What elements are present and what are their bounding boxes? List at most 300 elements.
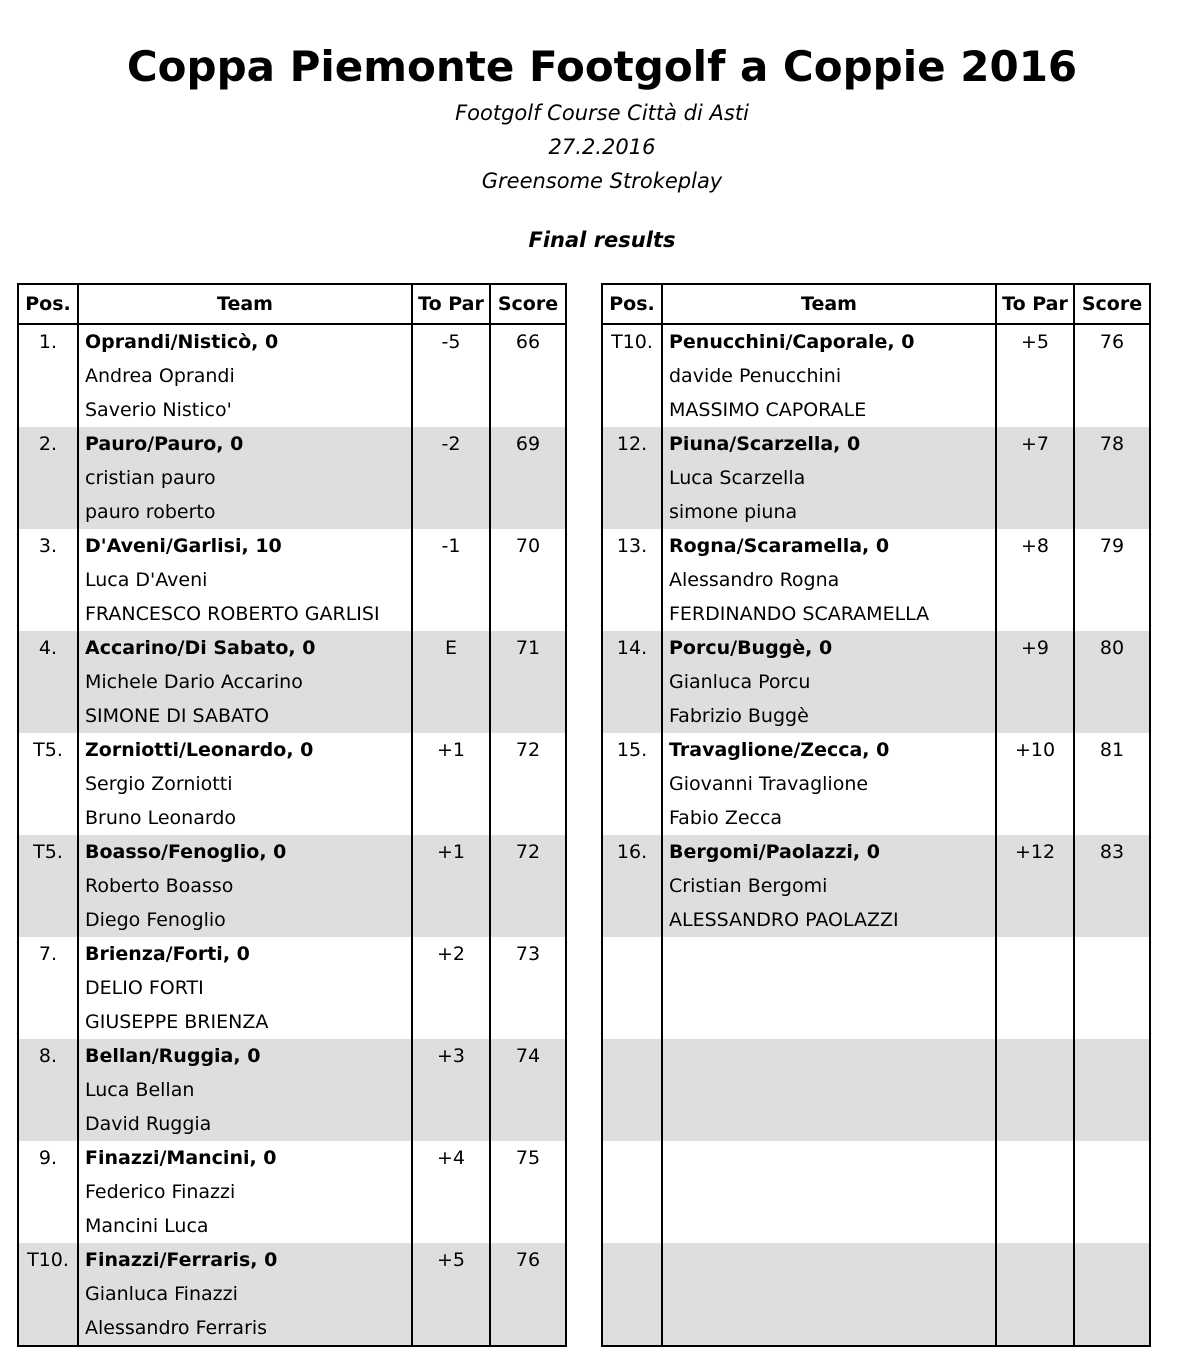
empty-cell: [1074, 869, 1150, 903]
player-row: [602, 1277, 1150, 1311]
to-par-cell: +9: [996, 631, 1074, 665]
player-name: simone piuna: [662, 495, 996, 529]
player-row: [18, 903, 566, 937]
results-table-right: [601, 283, 1151, 1347]
player-row: [602, 1209, 1150, 1243]
to-par-cell: +1: [412, 835, 490, 869]
player-row: [602, 597, 1150, 631]
to-par-cell: +4: [412, 1141, 490, 1175]
empty-cell: [490, 1073, 566, 1107]
score-cell: 83: [1074, 835, 1150, 869]
player-name: cristian pauro: [78, 461, 412, 495]
team-row: [602, 835, 1150, 869]
empty-cell: [18, 1209, 78, 1243]
player-row: [602, 903, 1150, 937]
player-name: [662, 1209, 996, 1243]
player-name: Michele Dario Accarino: [78, 665, 412, 699]
player-name: Roberto Boasso: [78, 869, 412, 903]
player-row: [602, 1005, 1150, 1039]
to-par-cell: +2: [412, 937, 490, 971]
empty-cell: [18, 1073, 78, 1107]
team-name: Finazzi/Mancini, 0: [78, 1141, 412, 1175]
empty-cell: [18, 563, 78, 597]
score-cell: 72: [490, 835, 566, 869]
empty-cell: [602, 495, 662, 529]
to-par-cell: -5: [412, 324, 490, 359]
position-cell: 1.: [18, 324, 78, 359]
player-row: [602, 461, 1150, 495]
position-cell: 13.: [602, 529, 662, 563]
team-name: [662, 1039, 996, 1073]
empty-cell: [490, 699, 566, 733]
player-row: [602, 767, 1150, 801]
empty-cell: [18, 801, 78, 835]
empty-cell: [18, 359, 78, 393]
empty-cell: [996, 971, 1074, 1005]
empty-cell: [996, 699, 1074, 733]
empty-cell: [490, 801, 566, 835]
team-row: [602, 529, 1150, 563]
empty-cell: [996, 801, 1074, 835]
empty-cell: [18, 1107, 78, 1141]
empty-cell: [490, 495, 566, 529]
col-header-pos: Pos.: [18, 284, 78, 324]
empty-cell: [996, 393, 1074, 427]
player-row: [602, 495, 1150, 529]
score-cell: 66: [490, 324, 566, 359]
to-par-cell: +12: [996, 835, 1074, 869]
team-row: [602, 631, 1150, 665]
to-par-cell: +1: [412, 733, 490, 767]
team-row: [18, 1039, 566, 1073]
to-par-cell: [996, 1243, 1074, 1277]
empty-cell: [996, 1209, 1074, 1243]
empty-cell: [1074, 1209, 1150, 1243]
empty-cell: [1074, 699, 1150, 733]
empty-cell: [18, 665, 78, 699]
empty-cell: [1074, 1107, 1150, 1141]
score-cell: [1074, 1039, 1150, 1073]
empty-cell: [412, 1175, 490, 1209]
empty-cell: [602, 1209, 662, 1243]
empty-cell: [996, 563, 1074, 597]
team-row: [18, 733, 566, 767]
empty-cell: [490, 971, 566, 1005]
player-row: [18, 665, 566, 699]
empty-cell: [602, 665, 662, 699]
score-cell: 75: [490, 1141, 566, 1175]
empty-cell: [1074, 563, 1150, 597]
score-cell: 74: [490, 1039, 566, 1073]
empty-cell: [490, 1311, 566, 1346]
player-name: Giovanni Travaglione: [662, 767, 996, 801]
empty-cell: [1074, 393, 1150, 427]
page-title: Coppa Piemonte Footgolf a Coppie 2016: [126, 42, 1078, 91]
team-name: Oprandi/Nisticò, 0: [78, 324, 412, 359]
position-cell: 7.: [18, 937, 78, 971]
empty-cell: [996, 495, 1074, 529]
score-cell: [1074, 937, 1150, 971]
empty-cell: [412, 359, 490, 393]
player-name: Fabrizio Buggè: [662, 699, 996, 733]
empty-cell: [602, 393, 662, 427]
player-name: FRANCESCO ROBERTO GARLISI: [78, 597, 412, 631]
empty-cell: [1074, 1073, 1150, 1107]
player-row: [18, 1175, 566, 1209]
team-row: [602, 1141, 1150, 1175]
empty-cell: [412, 699, 490, 733]
empty-cell: [996, 1175, 1074, 1209]
player-name: GIUSEPPE BRIENZA: [78, 1005, 412, 1039]
team-row: [18, 529, 566, 563]
player-row: [18, 359, 566, 393]
empty-cell: [996, 665, 1074, 699]
player-name: [662, 1073, 996, 1107]
header-row: [18, 284, 566, 324]
team-row: [18, 1141, 566, 1175]
empty-cell: [490, 563, 566, 597]
empty-cell: [18, 393, 78, 427]
empty-cell: [18, 1311, 78, 1346]
player-name: Fabio Zecca: [662, 801, 996, 835]
col-header-score: Score: [490, 284, 566, 324]
empty-cell: [602, 1311, 662, 1346]
team-row: [18, 631, 566, 665]
player-name: FERDINANDO SCARAMELLA: [662, 597, 996, 631]
team-name: [662, 937, 996, 971]
player-row: [18, 1209, 566, 1243]
position-cell: 14.: [602, 631, 662, 665]
team-row: [18, 937, 566, 971]
player-row: [602, 801, 1150, 835]
team-row: [602, 937, 1150, 971]
team-name: Bellan/Ruggia, 0: [78, 1039, 412, 1073]
score-cell: 76: [490, 1243, 566, 1277]
player-row: [602, 359, 1150, 393]
player-name: [662, 1005, 996, 1039]
col-header-score: Score: [1074, 284, 1150, 324]
score-cell: 81: [1074, 733, 1150, 767]
empty-cell: [996, 461, 1074, 495]
position-cell: 4.: [18, 631, 78, 665]
team-name: Pauro/Pauro, 0: [78, 427, 412, 461]
team-name: Porcu/Buggè, 0: [662, 631, 996, 665]
player-row: [18, 699, 566, 733]
empty-cell: [602, 359, 662, 393]
team-name: Accarino/Di Sabato, 0: [78, 631, 412, 665]
team-name: Finazzi/Ferraris, 0: [78, 1243, 412, 1277]
team-row: [602, 324, 1150, 359]
score-cell: 78: [1074, 427, 1150, 461]
empty-cell: [18, 1005, 78, 1039]
player-name: [662, 1107, 996, 1141]
empty-cell: [602, 1005, 662, 1039]
empty-cell: [602, 903, 662, 937]
player-row: [18, 869, 566, 903]
empty-cell: [412, 495, 490, 529]
team-name: [662, 1141, 996, 1175]
player-name: Diego Fenoglio: [78, 903, 412, 937]
empty-cell: [490, 665, 566, 699]
position-cell: 2.: [18, 427, 78, 461]
empty-cell: [412, 1277, 490, 1311]
empty-cell: [412, 801, 490, 835]
col-header-team: Team: [78, 284, 412, 324]
player-row: [602, 563, 1150, 597]
empty-cell: [996, 903, 1074, 937]
player-row: [18, 971, 566, 1005]
empty-cell: [412, 665, 490, 699]
team-row: [602, 427, 1150, 461]
team-name: [662, 1243, 996, 1277]
empty-cell: [412, 461, 490, 495]
empty-cell: [1074, 665, 1150, 699]
player-name: Saverio Nistico': [78, 393, 412, 427]
player-row: [18, 393, 566, 427]
team-name: Bergomi/Paolazzi, 0: [662, 835, 996, 869]
player-row: [18, 1107, 566, 1141]
team-row: [602, 733, 1150, 767]
empty-cell: [602, 461, 662, 495]
player-name: [662, 1175, 996, 1209]
empty-cell: [1074, 359, 1150, 393]
to-par-cell: +8: [996, 529, 1074, 563]
empty-cell: [602, 971, 662, 1005]
player-row: [18, 1277, 566, 1311]
position-cell: T10.: [602, 324, 662, 359]
empty-cell: [602, 1073, 662, 1107]
empty-cell: [490, 597, 566, 631]
player-name: [662, 971, 996, 1005]
empty-cell: [1074, 597, 1150, 631]
team-name: Penucchini/Caporale, 0: [662, 324, 996, 359]
empty-cell: [412, 1311, 490, 1346]
empty-cell: [412, 869, 490, 903]
position-cell: T5.: [18, 835, 78, 869]
empty-cell: [490, 767, 566, 801]
empty-cell: [1074, 971, 1150, 1005]
empty-cell: [412, 563, 490, 597]
empty-cell: [1074, 1277, 1150, 1311]
left-rows: [18, 324, 566, 1346]
empty-cell: [1074, 801, 1150, 835]
player-name: Andrea Oprandi: [78, 359, 412, 393]
empty-cell: [490, 1005, 566, 1039]
player-row: [18, 801, 566, 835]
player-row: [18, 767, 566, 801]
empty-cell: [490, 1209, 566, 1243]
score-cell: 76: [1074, 324, 1150, 359]
empty-cell: [996, 1311, 1074, 1346]
to-par-cell: +10: [996, 733, 1074, 767]
player-row: [18, 597, 566, 631]
position-cell: [602, 937, 662, 971]
empty-cell: [602, 767, 662, 801]
empty-cell: [602, 699, 662, 733]
empty-cell: [18, 1175, 78, 1209]
empty-cell: [996, 1073, 1074, 1107]
empty-cell: [602, 1277, 662, 1311]
to-par-cell: [996, 1141, 1074, 1175]
empty-cell: [18, 597, 78, 631]
empty-cell: [412, 1073, 490, 1107]
position-cell: 15.: [602, 733, 662, 767]
empty-cell: [602, 869, 662, 903]
empty-cell: [996, 1107, 1074, 1141]
empty-cell: [18, 699, 78, 733]
to-par-cell: +7: [996, 427, 1074, 461]
score-cell: 71: [490, 631, 566, 665]
empty-cell: [412, 1209, 490, 1243]
to-par-cell: [996, 1039, 1074, 1073]
empty-cell: [412, 1005, 490, 1039]
col-header-to-par: To Par: [996, 284, 1074, 324]
empty-cell: [996, 767, 1074, 801]
empty-cell: [1074, 903, 1150, 937]
player-row: [602, 1175, 1150, 1209]
team-name: Rogna/Scaramella, 0: [662, 529, 996, 563]
results-table-left: [17, 283, 567, 1347]
player-row: [602, 1107, 1150, 1141]
col-header-to-par: To Par: [412, 284, 490, 324]
format-text: Greensome Strokeplay: [481, 169, 723, 193]
to-par-cell: [996, 937, 1074, 971]
position-cell: 9.: [18, 1141, 78, 1175]
score-cell: [1074, 1141, 1150, 1175]
player-name: DELIO FORTI: [78, 971, 412, 1005]
empty-cell: [996, 1005, 1074, 1039]
score-cell: 70: [490, 529, 566, 563]
position-cell: [602, 1039, 662, 1073]
empty-cell: [490, 903, 566, 937]
player-row: [602, 971, 1150, 1005]
empty-cell: [412, 1107, 490, 1141]
empty-cell: [490, 359, 566, 393]
date-text: 27.2.2016: [548, 135, 656, 159]
position-cell: [602, 1141, 662, 1175]
position-cell: T5.: [18, 733, 78, 767]
player-row: [602, 1311, 1150, 1346]
player-row: [602, 393, 1150, 427]
empty-cell: [1074, 1311, 1150, 1346]
empty-cell: [18, 1277, 78, 1311]
to-par-cell: E: [412, 631, 490, 665]
empty-cell: [1074, 767, 1150, 801]
position-cell: T10.: [18, 1243, 78, 1277]
to-par-cell: -1: [412, 529, 490, 563]
player-name: Luca Scarzella: [662, 461, 996, 495]
player-row: [18, 1311, 566, 1346]
to-par-cell: +3: [412, 1039, 490, 1073]
player-name: Alessandro Rogna: [662, 563, 996, 597]
team-row: [602, 1039, 1150, 1073]
to-par-cell: +5: [996, 324, 1074, 359]
empty-cell: [1074, 461, 1150, 495]
empty-cell: [602, 1175, 662, 1209]
player-name: [662, 1311, 996, 1346]
team-row: [602, 1243, 1150, 1277]
team-row: [18, 1243, 566, 1277]
empty-cell: [490, 869, 566, 903]
empty-cell: [18, 971, 78, 1005]
empty-cell: [1074, 1005, 1150, 1039]
player-name: pauro roberto: [78, 495, 412, 529]
score-cell: 72: [490, 733, 566, 767]
player-name: Cristian Bergomi: [662, 869, 996, 903]
score-cell: 80: [1074, 631, 1150, 665]
position-cell: 3.: [18, 529, 78, 563]
player-name: Luca Bellan: [78, 1073, 412, 1107]
position-cell: [602, 1243, 662, 1277]
header-row: [602, 284, 1150, 324]
empty-cell: [490, 1175, 566, 1209]
empty-cell: [18, 767, 78, 801]
to-par-cell: +5: [412, 1243, 490, 1277]
player-name: Mancini Luca: [78, 1209, 412, 1243]
empty-cell: [412, 597, 490, 631]
player-row: [602, 665, 1150, 699]
player-name: Sergio Zorniotti: [78, 767, 412, 801]
team-row: [18, 835, 566, 869]
player-name: Gianluca Porcu: [662, 665, 996, 699]
empty-cell: [18, 903, 78, 937]
empty-cell: [412, 767, 490, 801]
empty-cell: [490, 461, 566, 495]
player-name: Bruno Leonardo: [78, 801, 412, 835]
player-row: [18, 495, 566, 529]
empty-cell: [18, 869, 78, 903]
empty-cell: [996, 359, 1074, 393]
position-cell: 16.: [602, 835, 662, 869]
player-name: MASSIMO CAPORALE: [662, 393, 996, 427]
team-name: Piuna/Scarzella, 0: [662, 427, 996, 461]
player-row: [18, 1005, 566, 1039]
score-cell: 79: [1074, 529, 1150, 563]
score-cell: [1074, 1243, 1150, 1277]
player-row: [18, 461, 566, 495]
empty-cell: [602, 563, 662, 597]
player-name: Federico Finazzi: [78, 1175, 412, 1209]
to-par-cell: -2: [412, 427, 490, 461]
player-name: Luca D'Aveni: [78, 563, 412, 597]
empty-cell: [18, 495, 78, 529]
col-header-team: Team: [662, 284, 996, 324]
score-cell: 73: [490, 937, 566, 971]
empty-cell: [996, 597, 1074, 631]
empty-cell: [490, 393, 566, 427]
venue-text: Footgolf Course Città di Asti: [455, 101, 749, 125]
team-name: Boasso/Fenoglio, 0: [78, 835, 412, 869]
empty-cell: [602, 597, 662, 631]
empty-cell: [412, 393, 490, 427]
player-name: [662, 1277, 996, 1311]
empty-cell: [412, 903, 490, 937]
team-row: [18, 427, 566, 461]
team-name: Zorniotti/Leonardo, 0: [78, 733, 412, 767]
empty-cell: [490, 1107, 566, 1141]
player-name: davide Penucchini: [662, 359, 996, 393]
section-title: Final results: [528, 228, 676, 252]
empty-cell: [996, 869, 1074, 903]
score-cell: 69: [490, 427, 566, 461]
empty-cell: [602, 1107, 662, 1141]
player-row: [602, 1073, 1150, 1107]
player-name: Gianluca Finazzi: [78, 1277, 412, 1311]
empty-cell: [412, 971, 490, 1005]
col-header-pos: Pos.: [602, 284, 662, 324]
position-cell: 12.: [602, 427, 662, 461]
team-name: D'Aveni/Garlisi, 10: [78, 529, 412, 563]
